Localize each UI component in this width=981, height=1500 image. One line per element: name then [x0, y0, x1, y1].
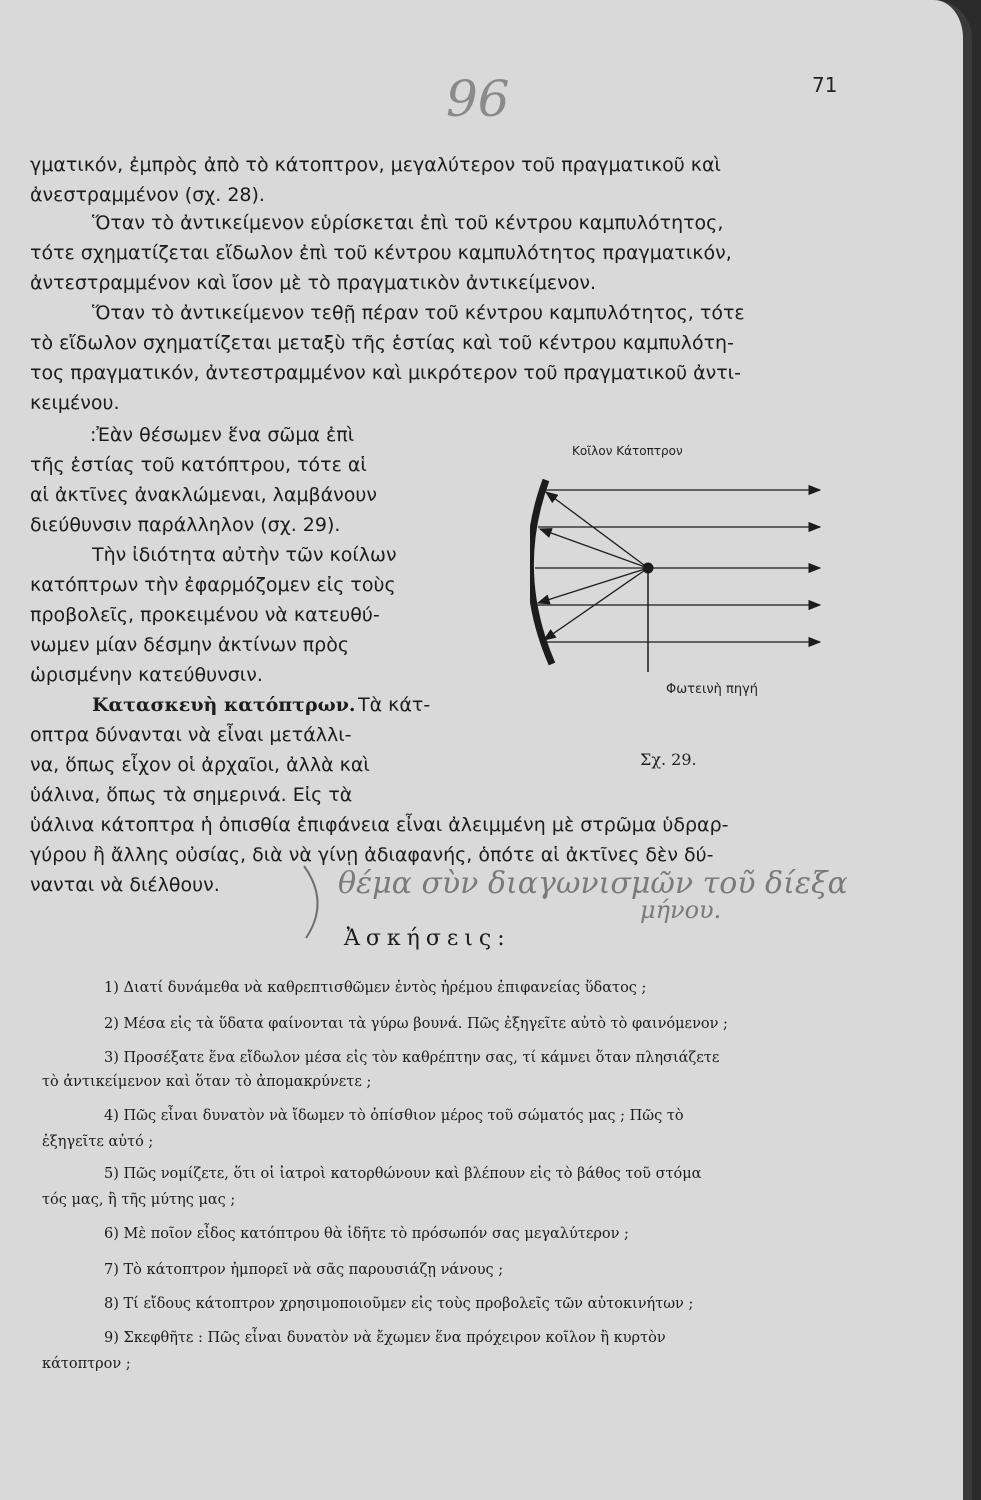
incident-ray	[540, 529, 648, 568]
handwritten-bracket	[296, 862, 336, 942]
text-line: ὑάλινα κάτοπτρα ἡ ὀπισθία ἐπιφάνεια εἶναι ἀλειμμένη μὲ στρῶμα ὑδραρ-	[30, 814, 729, 836]
text-line: οπτρα δύνανται νὰ εἶναι μετάλλι-	[30, 724, 352, 746]
figure-caption: Σχ. 29.	[640, 750, 697, 769]
page-number: 71	[812, 73, 838, 97]
light-source-point	[643, 563, 654, 574]
text-line: κειμένου.	[30, 392, 120, 414]
text-line: γύρου ἢ ἄλλης οὐσίας, διὰ νὰ γίνῃ ἀδιαφανής, ὁπότε αἱ ἀκτῖνες δὲν δύ-	[30, 844, 714, 866]
text-line: ὡρισμένην κατεύθυνσιν.	[30, 664, 263, 686]
text-line: προβολεῖς, προκειμένου νὰ κατευθύ-	[30, 604, 380, 626]
incident-ray	[544, 568, 648, 640]
text-line: Ὅταν τὸ ἀντικείμενον τεθῇ πέραν τοῦ κέντρου καμπυλότητος, τότε	[92, 302, 745, 324]
exercise-item: 8) Τί εἴδους κάτοπτρον χρησιμοποιοῦμεν εἰς τοὺς προβολεῖς τῶν αὐτοκινήτων ;	[104, 1296, 694, 1312]
handwritten-note: μήνου.	[640, 896, 722, 924]
text-line: :Ἐὰν θέσωμεν ἕνα σῶμα ἐπὶ	[90, 424, 355, 446]
exercise-item-continued: κάτοπτρον ;	[42, 1356, 131, 1372]
exercise-item: 4) Πῶς εἶναι δυνατὸν νὰ ἴδωμεν τὸ ὀπίσθιον μέρος τοῦ σώματός μας ; Πῶς τὸ	[104, 1108, 684, 1124]
exercise-item: 3) Προσέξατε ἕνα εἴδωλον μέσα εἰς τὸν καθρέπτην σας, τί κάμνει ὅταν πλησιάζετε	[104, 1050, 720, 1066]
exercises-title: Ἀσκήσεις:	[344, 926, 511, 951]
text-line: τος πραγματικόν, ἀντεστραμμένον καὶ μικρότερον τοῦ πραγματικοῦ ἀντι-	[30, 362, 741, 384]
text-line: νωμεν μίαν δέσμην ἀκτίνων πρὸς	[30, 634, 349, 656]
figure-title: Κοῖλον Κάτοπτρον	[572, 444, 683, 458]
figure-source-label: Φωτεινὴ πηγή	[666, 682, 759, 697]
text-line: ἀνεστραμμένον (σχ. 28).	[30, 184, 265, 206]
text-line: τῆς ἑστίας τοῦ κατόπτρου, τότε αἱ	[30, 454, 367, 476]
exercise-item: 9) Σκεφθῆτε : Πῶς εἶναι δυνατὸν νὰ ἔχωμεν ἕνα πρόχειρον κοῖλον ἢ κυρτὸν	[104, 1330, 666, 1346]
text-line: νανται νὰ διέλθουν.	[30, 874, 220, 896]
text-line: αἱ ἀκτῖνες ἀνακλώμεναι, λαμβάνουν	[30, 484, 378, 506]
text-line: κατόπτρων τὴν ἐφαρμόζομεν εἰς τοὺς	[30, 574, 396, 596]
pencil-annotation: 96	[446, 70, 510, 128]
exercise-item: 2) Μέσα εἰς τὰ ὕδατα φαίνονται τὰ γύρω βουνά. Πῶς ἐξηγεῖτε αὐτὸ τὸ φαινόμενον ;	[104, 1016, 728, 1032]
incident-ray	[538, 568, 648, 603]
text-line: ὑάλινα, ὅπως τὰ σημερινά. Εἰς τὰ	[30, 784, 353, 806]
text-line: ἀντεστραμμένον καὶ ἴσον μὲ τὸ πραγματικὸν ἀντικείμενον.	[30, 272, 597, 294]
exercise-item-continued: τὸ ἀντικείμενον καὶ ὅταν τὸ ἀπομακρύνετε ;	[42, 1074, 372, 1090]
text-line: Τὰ κάτ-	[358, 694, 431, 716]
exercise-item: 1) Διατί δυνάμεθα νὰ καθρεπτισθῶμεν ἐντὸς ἠρέμου ἐπιφανείας ὕδατος ;	[104, 980, 647, 996]
text-line: διεύθυνσιν παράλληλον (σχ. 29).	[30, 514, 341, 536]
exercise-item-continued: τός μας, ἢ τῆς μύτης μας ;	[42, 1192, 236, 1208]
exercise-item: 7) Τὸ κάτοπτρον ἠμπορεῖ νὰ σᾶς παρουσιάζῃ νάνους ;	[104, 1262, 504, 1278]
section-heading: Κατασκευὴ κατόπτρων.	[92, 694, 356, 716]
text-line: Τὴν ἰδιότητα αὐτὴν τῶν κοίλων	[92, 544, 397, 566]
incident-ray	[546, 492, 648, 568]
handwritten-note: θέμα σὺν διαγωνισμῶν τοῦ δίεξα	[338, 866, 848, 901]
exercise-item: 5) Πῶς νομίζετε, ὅτι οἱ ἰατροὶ κατορθώνουν καὶ βλέπουν εἰς τὸ βάθος τοῦ στόμα	[104, 1166, 702, 1182]
text-line: τότε σχηματίζεται εἴδωλον ἐπὶ τοῦ κέντρου καμπυλότητος πραγματικόν,	[30, 242, 732, 264]
exercise-item-continued: ἐξηγεῖτε αὐτό ;	[42, 1134, 154, 1150]
exercise-item: 6) Μὲ ποῖον εἶδος κατόπτρου θὰ ἰδῆτε τὸ πρόσωπόν σας μεγαλύτερον ;	[104, 1226, 629, 1242]
text-line: γματικόν, ἐμπρὸς ἀπὸ τὸ κάτοπτρον, μεγαλύτερον τοῦ πραγματικοῦ καὶ	[30, 154, 721, 176]
text-line: τὸ εἴδωλον σχηματίζεται μεταξὺ τῆς ἑστίας καὶ τοῦ κέντρου καμπυλότη-	[30, 332, 734, 354]
text-line: να, ὅπως εἶχον οἱ ἀρχαῖοι, ἀλλὰ καὶ	[30, 754, 370, 776]
concave-mirror-diagram	[530, 472, 830, 672]
text-line: Ὅταν τὸ ἀντικείμενον εὑρίσκεται ἐπὶ τοῦ κέντρου καμπυλότητος,	[92, 212, 724, 234]
